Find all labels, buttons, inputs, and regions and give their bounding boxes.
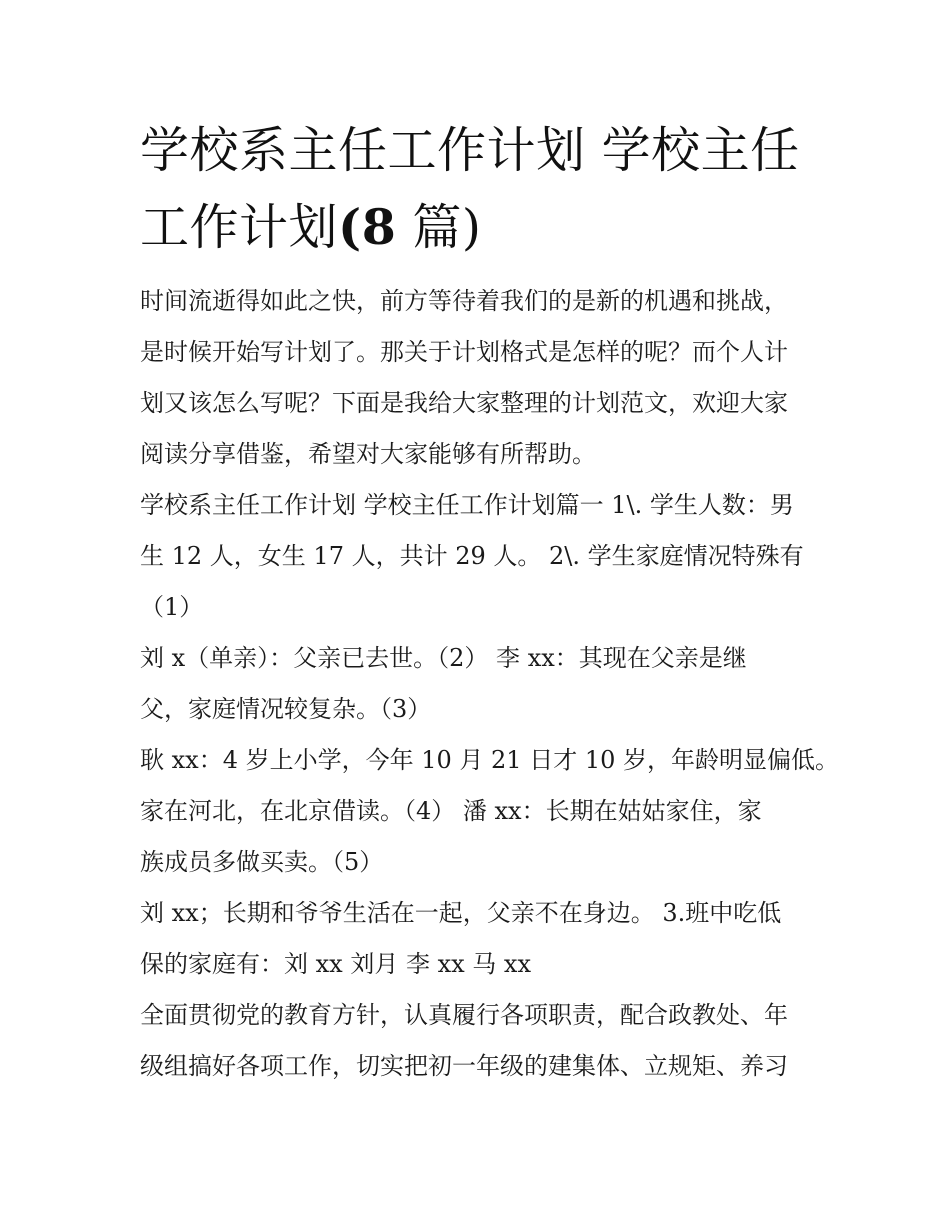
body-line: 时间流逝得如此之快，前方等待着我们的是新的机遇和挑战， — [140, 287, 788, 315]
body-line: 刘 x（单亲）：父亲已去世。（2） 李 xx：其现在父亲是继 — [140, 644, 747, 672]
body-line: 家在河北，在北京借读。（4） 潘 xx：长期在姑姑家住，家 — [140, 797, 762, 825]
document-body — [140, 276, 839, 1092]
body-line: 划又该怎么写呢？下面是我给大家整理的计划范文，欢迎大家 — [140, 389, 788, 417]
body-line: 阅读分享借鉴，希望对大家能够有所帮助。 — [140, 440, 596, 468]
body-line: 耿 xx：4 岁上小学，今年 10 月 21 日才 10 岁，年龄明显偏低。 — [140, 746, 839, 774]
body-line: 是时候开始写计划了。那关于计划格式是怎样的呢？而个人计 — [140, 338, 788, 366]
body-line: 族成员多做买卖。（5） — [140, 848, 384, 876]
body-line: 全面贯彻党的教育方针，认真履行各项职责，配合政教处、年 — [140, 1001, 788, 1029]
body-line: 生 12 人，女生 17 人，共计 29 人。 2\. 学生家庭情况特殊有 — [140, 542, 804, 570]
body-line: 刘 xx；长期和爷爷生活在一起，父亲不在身边。 3.班中吃低 — [140, 899, 782, 927]
body-line: 保的家庭有：刘 xx 刘月 李 xx 马 xx — [140, 950, 531, 978]
body-line: （1） — [140, 593, 204, 621]
title-line-2-text: 工作计划 — [140, 199, 339, 256]
title-line-1: 学校系主任工作计划 学校主任 — [140, 122, 800, 179]
body-line: 父，家庭情况较复杂。（3） — [140, 695, 432, 723]
body-line: 级组搞好各项工作，切实把初一年级的建集体、立规矩、养习 — [140, 1052, 788, 1080]
title-line-2-suffix: 篇) — [396, 199, 482, 256]
document-title — [140, 112, 830, 266]
body-line: 学校系主任工作计划 学校主任工作计划篇一 1\. 学生人数：男 — [140, 491, 794, 519]
title-line-2-count: (8 — [338, 198, 397, 256]
